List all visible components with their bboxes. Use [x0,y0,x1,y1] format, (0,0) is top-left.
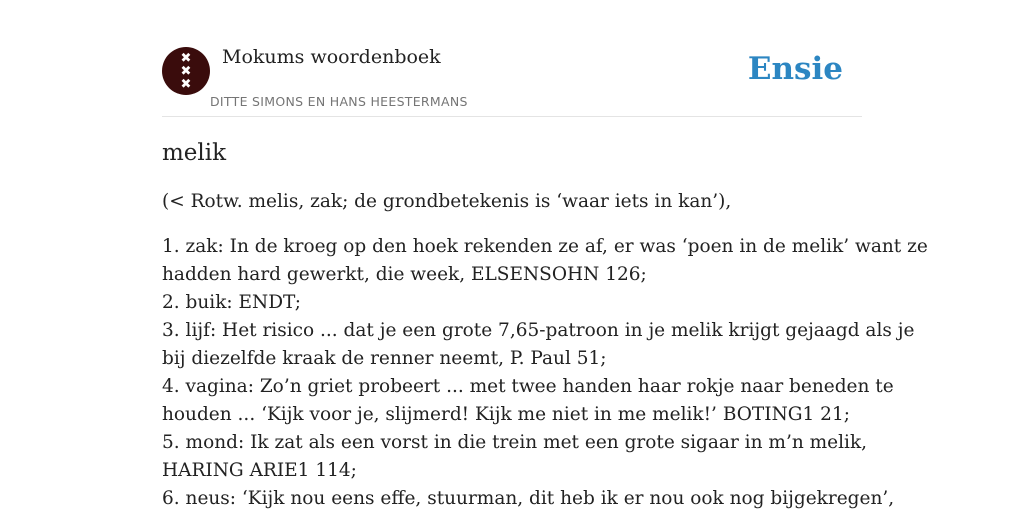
definition-line: bij diezelfde kraak de renner neemt, P. Paul 51; [162,348,607,369]
entry-headword: melik [162,140,227,166]
ensie-brand-link[interactable]: Ensie [747,51,843,87]
amsterdam-crosses-logo[interactable] [162,47,210,95]
dictionary-authors: DITTE SIMONS EN HANS HEESTERMANS [210,94,468,109]
definition-line: 3. lijf: Het risico ... dat je een grote 7,65-patroon in je melik krijgt gejaagd als je [162,320,915,341]
entry-etymology: (< Rotw. melis, zak; de grondbetekenis is ‘waar iets in kan’), [162,191,732,212]
definition-line: 6. neus: ‘Kijk nou eens effe, stuurman, dit heb ik er nou ook nog bijgekregen’, [162,488,895,509]
entry-definitions [162,233,928,513]
cross-icon: ✖ [180,76,192,92]
cross-icon: ✖ [180,50,192,66]
dictionary-title[interactable]: Mokums woordenboek [222,46,441,68]
definition-line: HARING ARIE1 114; [162,460,357,481]
page-container [162,0,928,513]
definition-line: 5. mond: Ik zat als een vorst in die trein met een grote sigaar in m’n melik, [162,432,868,453]
definition-line: hadden hard gewerkt, die week, ELSENSOHN 126; [162,264,647,285]
cross-icon: ✖ [180,63,192,79]
definition-line: 4. vagina: Zo’n griet probeert ... met twee handen haar rokje naar beneden te [162,376,894,397]
definition-line: houden ... ‘Kijk voor je, slijmerd! Kijk me niet in me melik!’ BOTING1 21; [162,404,850,425]
definition-line: 1. zak: In de kroeg op den hoek rekenden ze af, er was ‘poen in de melik’ want ze [162,236,928,257]
definition-line: 2. buik: ENDT; [162,292,301,313]
dictionary-header [162,0,862,117]
